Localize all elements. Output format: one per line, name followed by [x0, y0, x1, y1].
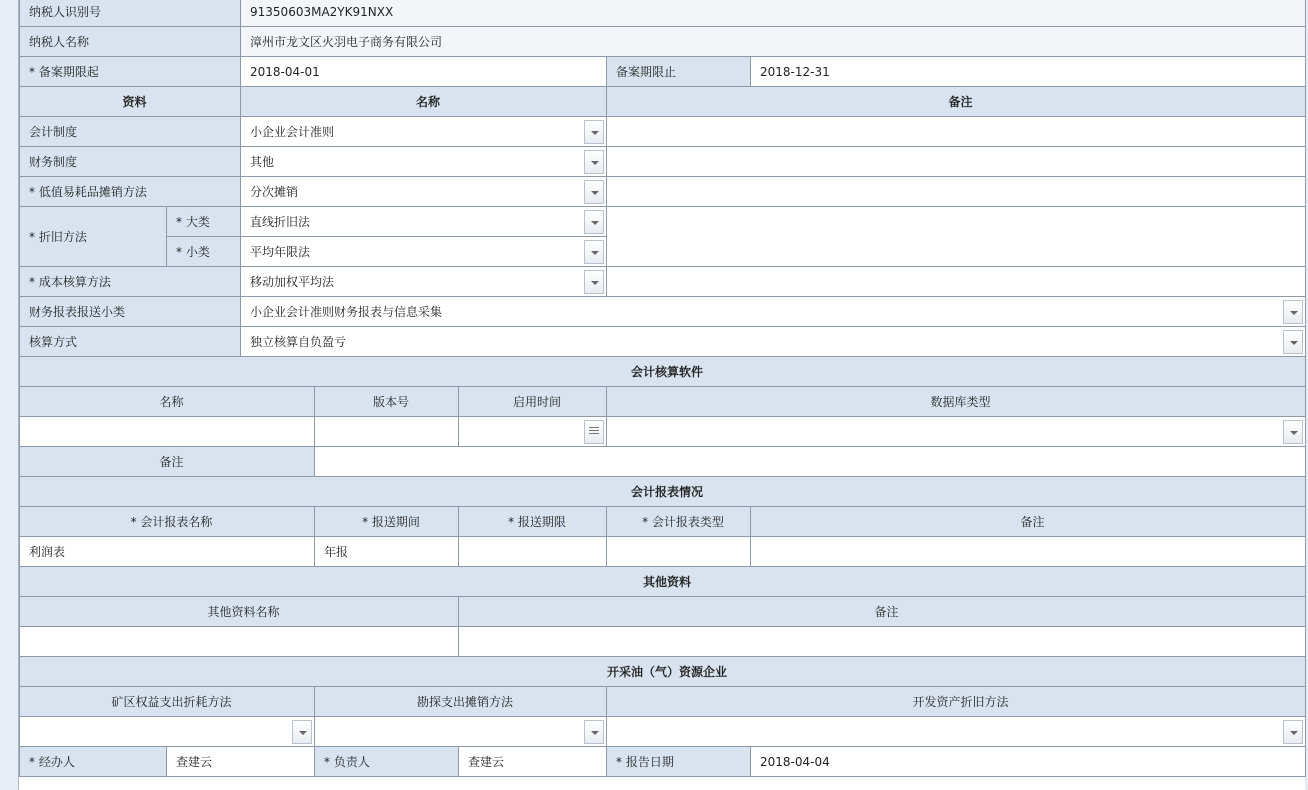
mine-depletion-select[interactable] [20, 717, 315, 747]
operator-label: * 经办人 [20, 747, 167, 777]
other-name-input[interactable] [20, 627, 459, 657]
low-value-select[interactable] [241, 177, 607, 207]
report-category-row [20, 297, 1306, 327]
software-start-date-input[interactable] [459, 417, 607, 447]
materials-column-header: 资料 [20, 87, 241, 117]
taxpayer-id-value: 91350603MA2YK91NXX [241, 0, 1306, 27]
exploration-amortization-select[interactable] [315, 717, 607, 747]
other-remark-header: 备注 [459, 597, 1306, 627]
software-section-title: 会计核算软件 [20, 357, 1306, 387]
report-date-field[interactable]: 2018-04-04 [751, 747, 1306, 777]
software-remark-row [20, 447, 1306, 477]
cost-method-select[interactable] [241, 267, 607, 297]
calendar-icon[interactable] [584, 420, 604, 444]
financial-system-select[interactable] [241, 147, 607, 177]
low-value-label: * 低值易耗品摊销方法 [20, 177, 241, 207]
manager-field[interactable]: 查建云 [459, 747, 607, 777]
filing-end-label: 备案期限止 [607, 57, 751, 87]
mining-input-row [20, 717, 1306, 747]
report-category-value: 小企业会计准则财务报表与信息采集 [250, 305, 443, 319]
low-value-remark-input[interactable] [607, 177, 1306, 207]
software-db-header: 数据库类型 [607, 387, 1306, 417]
report-deadline-header: * 报送期限 [459, 507, 607, 537]
low-value-row [20, 177, 1306, 207]
accounting-mode-row [20, 327, 1306, 357]
software-remark-label: 备注 [20, 447, 315, 477]
report-remark-header: 备注 [751, 507, 1306, 537]
depreciation-label: * 折旧方法 [20, 207, 167, 267]
taxpayer-name-value: 漳州市龙文区火羽电子商务有限公司 [241, 27, 1306, 57]
signature-row [20, 747, 1306, 777]
accounting-system-label: 会计制度 [20, 117, 241, 147]
chevron-down-icon[interactable] [1283, 330, 1303, 354]
cost-method-row [20, 267, 1306, 297]
chevron-down-icon[interactable] [584, 720, 604, 744]
other-section-title: 其他资料 [20, 567, 1306, 597]
filing-start-label: * 备案期限起 [20, 57, 241, 87]
report-deadline-cell[interactable] [459, 537, 607, 567]
accounting-mode-value: 独立核算自负盈亏 [250, 335, 347, 349]
accounting-mode-select[interactable] [241, 327, 1306, 357]
depreciation-minor-value: 平均年限法 [250, 245, 311, 259]
chevron-down-icon[interactable] [1283, 720, 1303, 744]
reports-section-title: 会计报表情况 [20, 477, 1306, 507]
cost-method-remark-input[interactable] [607, 267, 1306, 297]
software-input-row [20, 417, 1306, 447]
manager-label: * 负责人 [315, 747, 459, 777]
chevron-down-icon[interactable] [1283, 300, 1303, 324]
depreciation-major-label: * 大类 [167, 207, 241, 237]
report-remark-cell[interactable] [751, 537, 1306, 567]
depreciation-major-value: 直线折旧法 [250, 215, 311, 229]
chevron-down-icon[interactable] [584, 120, 604, 144]
mine-depletion-header: 矿区权益支出折耗方法 [20, 687, 315, 717]
table-row [20, 537, 1306, 567]
software-version-input[interactable] [315, 417, 459, 447]
chevron-down-icon[interactable] [584, 210, 604, 234]
depreciation-minor-select[interactable] [241, 237, 607, 267]
depreciation-major-row [20, 207, 1306, 237]
cost-method-label: * 成本核算方法 [20, 267, 241, 297]
exploration-amortization-header: 勘探支出摊销方法 [315, 687, 607, 717]
report-category-label: 财务报表报送小类 [20, 297, 241, 327]
development-depreciation-select[interactable] [607, 717, 1306, 747]
financial-system-row [20, 147, 1306, 177]
taxpayer-name-row [20, 27, 1306, 57]
financial-system-value: 其他 [250, 155, 275, 169]
mining-section-title: 开采油（气）资源企业 [20, 657, 1306, 687]
report-name-cell[interactable]: 利润表 [20, 537, 315, 567]
depreciation-remark-input[interactable] [607, 207, 1306, 267]
accounting-system-remark-input[interactable] [607, 117, 1306, 147]
accounting-system-select[interactable] [241, 117, 607, 147]
filing-period-row [20, 57, 1306, 87]
filing-end-field[interactable]: 2018-12-31 [751, 57, 1306, 87]
report-period-header: * 报送期间 [315, 507, 459, 537]
software-section-row [20, 357, 1306, 387]
other-header-row [20, 597, 1306, 627]
accounting-mode-label: 核算方式 [20, 327, 241, 357]
chevron-down-icon[interactable] [1283, 420, 1303, 444]
other-section-row [20, 567, 1306, 597]
filing-start-field[interactable]: 2018-04-01 [241, 57, 607, 87]
mining-section-row [20, 657, 1306, 687]
mining-header-row [20, 687, 1306, 717]
depreciation-major-select[interactable] [241, 207, 607, 237]
other-input-row [20, 627, 1306, 657]
accounting-system-row [20, 117, 1306, 147]
other-name-header: 其他资料名称 [20, 597, 459, 627]
taxpayer-name-label: 纳税人名称 [20, 27, 241, 57]
software-db-select[interactable] [607, 417, 1306, 447]
development-depreciation-header: 开发资产折旧方法 [607, 687, 1306, 717]
report-category-select[interactable] [241, 297, 1306, 327]
software-name-input[interactable] [20, 417, 315, 447]
taxpayer-id-label: 纳税人识别号 [20, 0, 241, 27]
cost-method-value: 移动加权平均法 [250, 275, 335, 289]
report-period-cell[interactable]: 年报 [315, 537, 459, 567]
left-frame-border [0, 0, 19, 790]
taxpayer-id-row [20, 0, 1306, 27]
name-column-header: 名称 [241, 87, 607, 117]
report-name-header: * 会计报表名称 [20, 507, 315, 537]
report-date-label: * 报告日期 [607, 747, 751, 777]
report-type-cell[interactable] [607, 537, 751, 567]
operator-field[interactable]: 查建云 [167, 747, 315, 777]
financial-system-label: 财务制度 [20, 147, 241, 177]
remark-column-header: 备注 [607, 87, 1306, 117]
chevron-down-icon[interactable] [292, 720, 312, 744]
chevron-down-icon[interactable] [584, 240, 604, 264]
reports-section-row [20, 477, 1306, 507]
software-remark-input[interactable] [315, 447, 1306, 477]
other-remark-input[interactable] [459, 627, 1306, 657]
financial-system-remark-input[interactable] [607, 147, 1306, 177]
chevron-down-icon[interactable] [584, 180, 604, 204]
chevron-down-icon[interactable] [584, 150, 604, 174]
reports-header-row [20, 507, 1306, 537]
accounting-system-value: 小企业会计准则 [250, 125, 335, 139]
filing-form-table [19, 0, 1306, 777]
chevron-down-icon[interactable] [584, 270, 604, 294]
report-type-header: * 会计报表类型 [607, 507, 751, 537]
low-value-value: 分次摊销 [250, 185, 299, 199]
software-name-header: 名称 [20, 387, 315, 417]
depreciation-minor-label: * 小类 [167, 237, 241, 267]
software-header-row [20, 387, 1306, 417]
materials-header-row [20, 87, 1306, 117]
software-version-header: 版本号 [315, 387, 459, 417]
software-start-header: 启用时间 [459, 387, 607, 417]
